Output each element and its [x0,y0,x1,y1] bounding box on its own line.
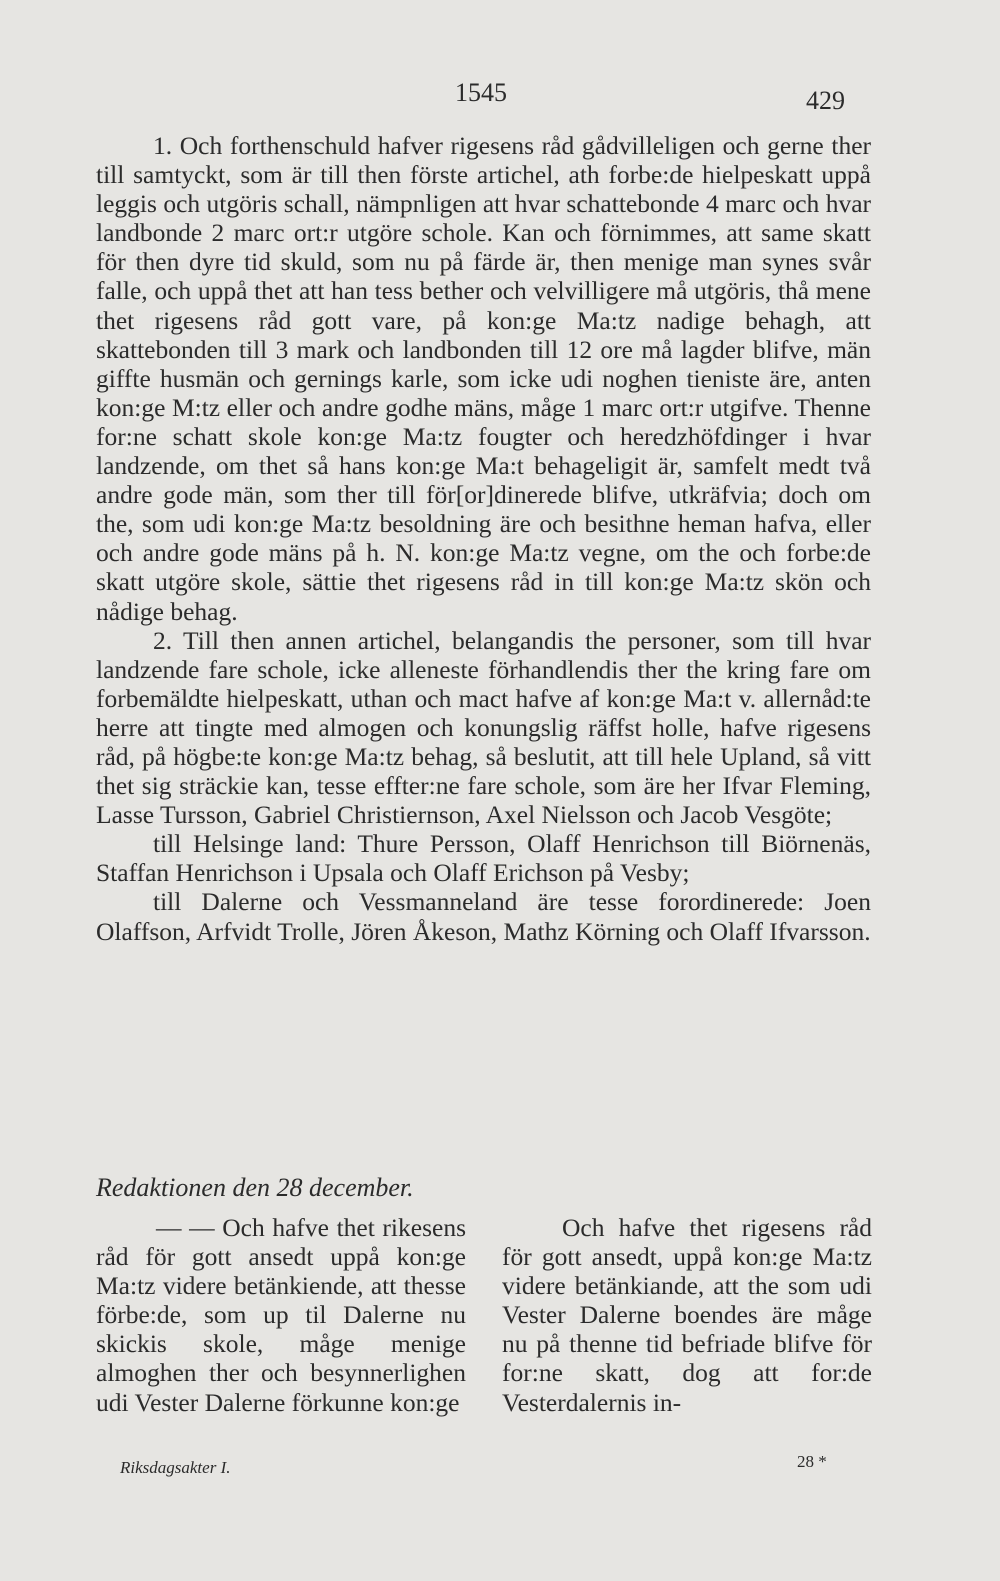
page-footer [0,1452,1000,1488]
right-column [502,1213,872,1417]
page-header [0,78,1000,118]
paragraph-3: till Helsinge land: Thure Persson, Olaff Henrichson till Biörnenäs, Staffan Henrichson i Upsala och Olaff Erichson på Vesby; [96,829,871,888]
paragraph-2: 2. Till then annen artichel, belangandis the personer, som till hvar landzende fare schole, icke alleneste förhandlendis ther the kring fare om forbemäldte hielpeskatt, uthan och mact hafve af kon:ge Ma:t v. allernåd:te herre att tingte med almogen och konungslig räffst holle, hafve rigesens råd, på högbe:te kon:ge Ma:tz behag, så beslutit, att till hele Upland, så vitt thet sig sträckie kan, tesse effter:ne fare schole, som äre her Ifvar Fleming, Lasse Tursson, Gabriel Christiernson, Axel Nielsson och Jacob Vesgöte; [96,625,871,830]
footer-signature: Riksdagsakter I. [120,1458,231,1477]
sheet-mark: 28 * [797,1452,827,1471]
page-number: 429 [806,86,845,115]
paragraph-4: till Dalerne och Vessmanneland äre tesse forordinerede: Joen Olaffson, Arfvidt Trolle, Jören Åkeson, Mathz Körning och Olaff Ifvarsson. [96,887,871,946]
paragraph-1: 1. Och forthenschuld hafver rigesens råd gådvilleligen och gerne ther till samtyckt, som är till then förste artichel, ath forbe:de hielpeskatt uppå leggis och utgöris schall, nämpnligen att hvar schattebonde 4 marc och hvar landbonde 2 marc ort:r utgöre schole. Kan och förnimmes, att same skatt för then dyre tid skuld, som nu på färde är, then menige man synes svår falle, och uppå thet att han tess bether och velvilligere må utgöris, thå mene thet rigesens råd gott vare, på kon:ge Ma:tz nadige behagh, att skattebonden till 3 mark och landbonden till 12 ore må lagder blifve, män giffte husmän och gernings karle, som icke udi noghen tieniste äre, anten kon:ge M:tz eller och andre godhe mäns, måge 1 marc ort:r utgifve. Thenne for:ne schatt skole kon:ge Ma:tz fougter och heredzhöfdinger i hvar landzende, om thet så hans kon:ge Ma:t behageligit är, samfelt medt två andre gode män, som ther till för[or]dinerede blifve, utkräfvia; doch om the, som udi kon:ge Ma:tz besoldning äre och besithne heman hafva, eller och andre gode mäns på h. N. kon:ge Ma:tz vegne, om the och forbe:de skatt utgöre skole, sättie thet rigesens råd in till kon:ge Ma:tz skön och nådige behag. [96,131,871,626]
left-column [96,1213,466,1417]
section-heading: Redaktionen den 28 december. [96,1173,414,1202]
main-text [96,131,871,946]
header-year: 1545 [455,78,507,107]
left-column-text: — — Och hafve thet rikesens råd för gott ansedt uppå kon:ge Ma:tz videre betänkiende, att thesse förbe:de, som up til Dalerne nu skickis skole, måge menige almoghen ther och besynnerlighen udi Vester Dalerne förkunne kon:ge [96,1213,466,1417]
right-column-text: Och hafve thet rigesens råd för gott ansedt, uppå kon:ge Ma:tz videre betänkiande, att the som udi Vester Dalerne boendes äre måge nu på thenne tid befriade blifve för for:ne skatt, dog att for:de Vesterdalernis in- [502,1213,872,1417]
